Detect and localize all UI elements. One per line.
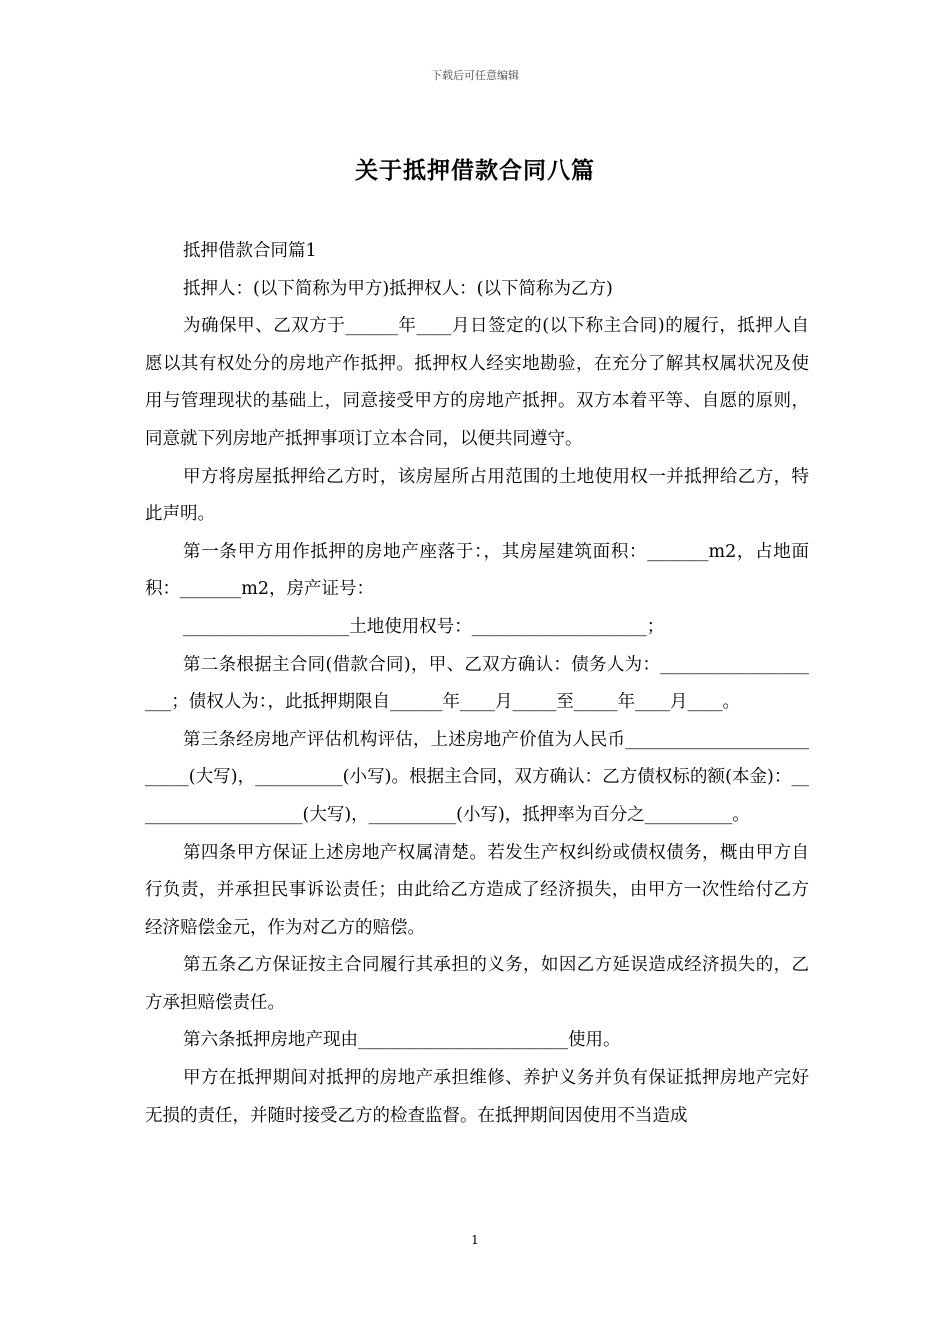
article-5-paragraph: 第五条乙方保证按主合同履行其承担的义务，如因乙方延误造成经济损失的，乙方承担赔偿责任。 <box>145 955 809 1013</box>
header-note: 下载后可任意编辑 <box>431 69 519 82</box>
document-body <box>145 233 809 1135</box>
article-6-paragraph: 第六条抵押房地产现由________________________使用。 <box>183 1030 621 1051</box>
preamble-paragraph: 为确保甲、乙双方于______年____月日签定的(以下称主合同)的履行，抵押人自愿以其有权处分的房地产作抵押。抵押权人经实地勘验，在充分了解其权属状况及使用与管理现状的基础上，同意接受甲方的房地产抵押。双方本着平等、自愿的原则，同意就下列房地产抵押事项订立本合同，以便共同遵守。 <box>145 316 809 449</box>
section-heading: 抵押借款合同篇1 <box>183 241 317 261</box>
article-1-paragraph: 第一条甲方用作抵押的房地产座落于：，其房屋建筑面积：_______m2，占地面积：_______m2，房产证号： <box>145 541 809 600</box>
land-use-number-paragraph: ___________________土地使用权号：____________________； <box>183 616 665 637</box>
parties-paragraph: 抵押人：(以下简称为甲方)抵押权人：(以下简称为乙方) <box>183 278 613 299</box>
declaration-paragraph: 甲方将房屋抵押给乙方时，该房屋所占用范围的土地使用权一并抵押给乙方，特此声明。 <box>145 466 809 525</box>
document-title: 关于抵押借款合同八篇 <box>355 157 595 184</box>
article-3-paragraph: 第三条经房地产评估机构评估，上述房地产价值为人民币__________________________(大写)，__________(小写)。根据主合同，双方确认：乙方债权标的额(本金)：____________________(大写)，__________(小写)，抵押率为百分之__________。 <box>145 729 809 825</box>
maintenance-paragraph: 甲方在抵押期间对抵押的房地产承担维修、养护义务并负有保证抵押房地产完好无损的责任，并随时接受乙方的检查监督。在抵押期间因使用不当造成 <box>145 1068 809 1126</box>
article-2-paragraph: 第二条根据主合同(借款合同)，甲、乙双方确认：债务人为：____________________；债权人为：，此抵押期限自______年____月_____至_____年____月____。 <box>145 654 809 713</box>
page-number: 1 <box>471 1233 479 1247</box>
article-4-paragraph: 第四条甲方保证上述房地产权属清楚。若发生产权纠纷或债权债务，概由甲方自行负责，并承担民事诉讼责任；由此给乙方造成了经济损失，由甲方一次性给付乙方经济赔偿金元，作为对乙方的赔偿。 <box>145 842 809 938</box>
